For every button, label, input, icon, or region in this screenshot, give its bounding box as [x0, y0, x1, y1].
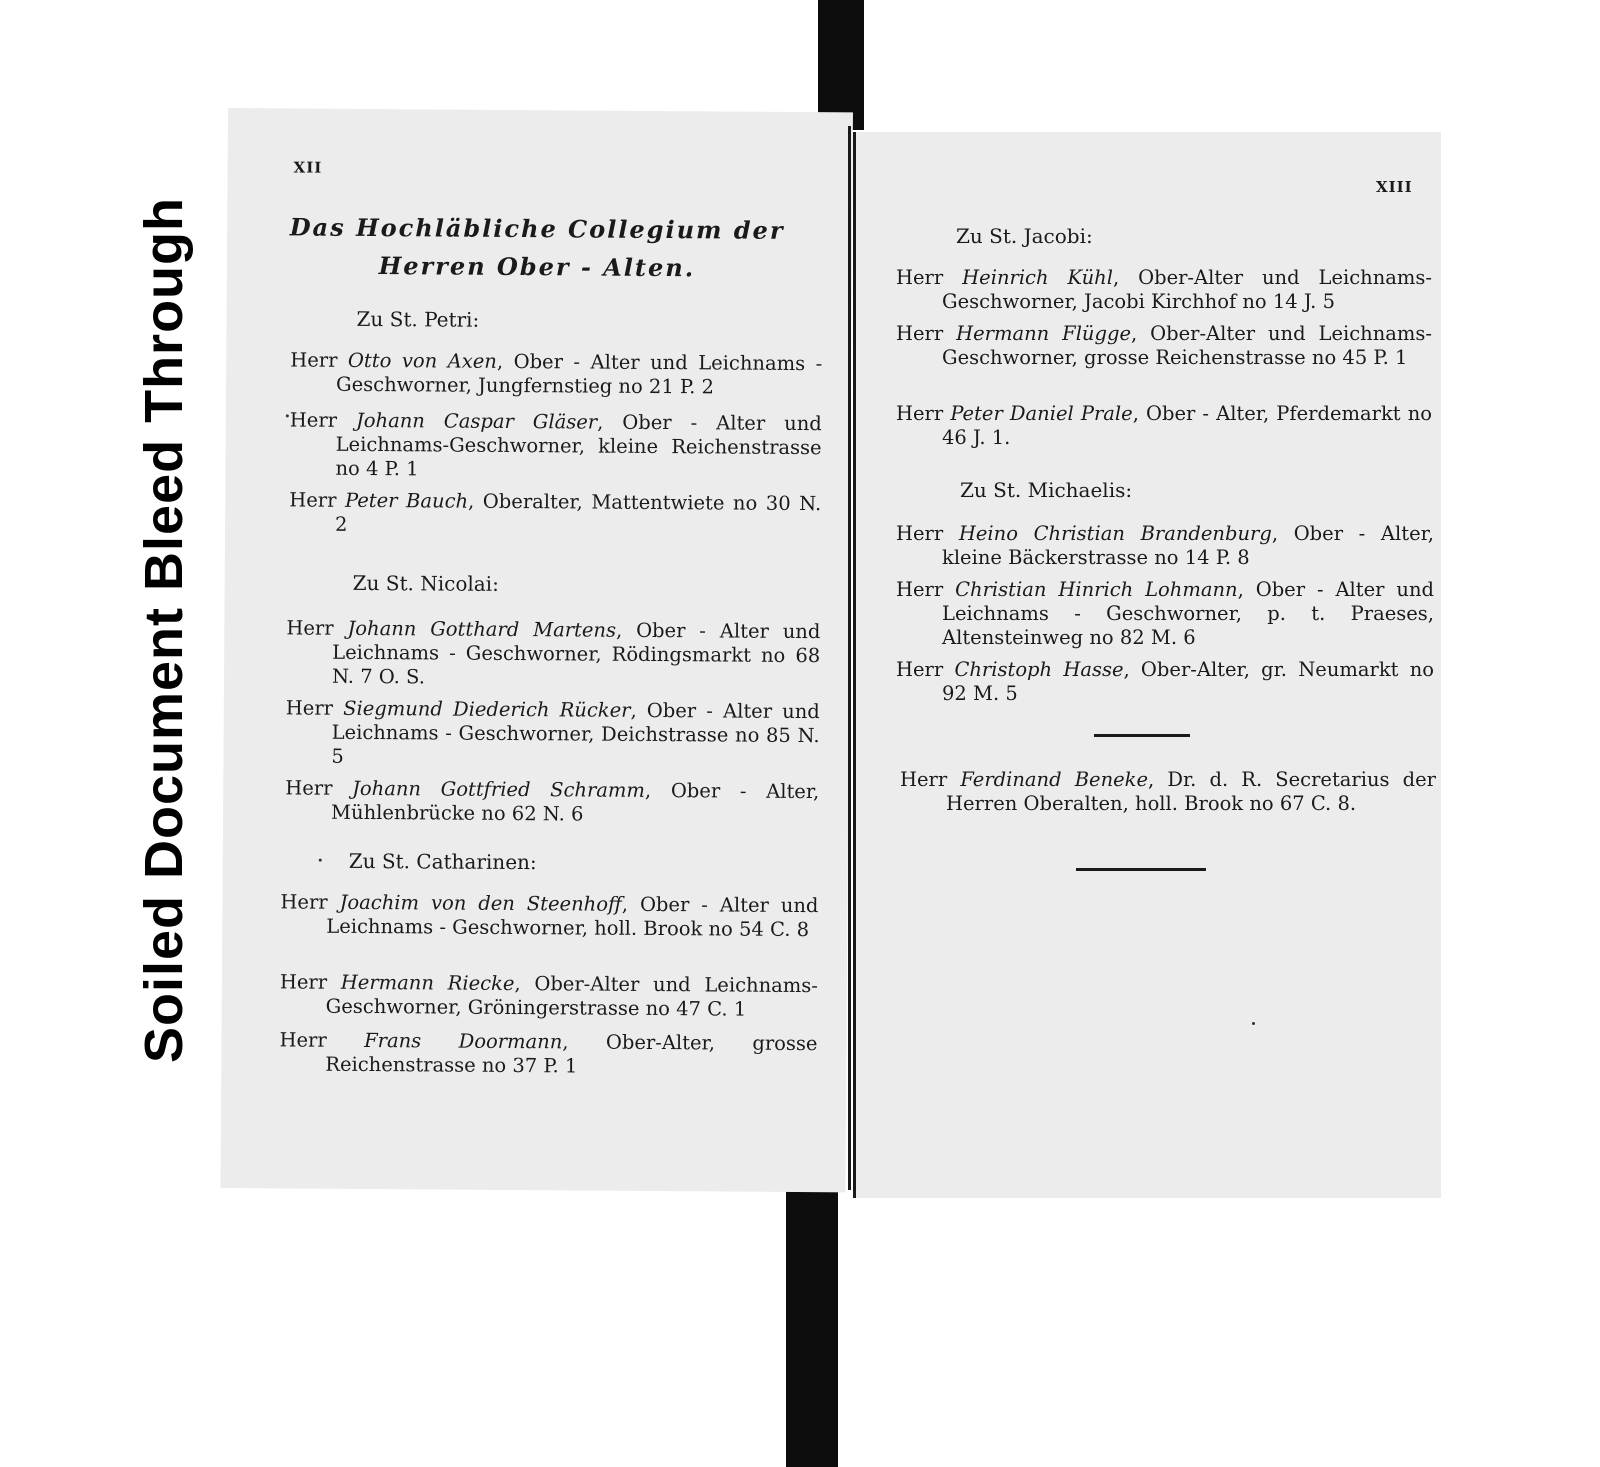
entry-name: Christoph Hasse — [954, 658, 1124, 681]
entry-details: , Ober - Alter und Leichnams - Geschworner, Deichstrasse no 85 N. 5 — [331, 698, 820, 768]
entry-details: , Ober - Alter und Leichnams - Geschworner, Jungfernstieg no 21 P. 2 — [335, 349, 823, 399]
page-title-line-1: Das Hochläbliche Collegium der — [289, 212, 785, 245]
left-page — [220, 108, 853, 1192]
right-page — [853, 132, 1441, 1198]
entry-name: Hermann Riecke — [340, 970, 515, 996]
section-heading: Zu St. Nicolai: — [352, 570, 499, 596]
ink-speck — [319, 859, 322, 862]
list-item — [896, 322, 1432, 370]
entry-details: , Ober - Alter, Pferdemarkt no 46 J. 1. — [942, 402, 1433, 449]
list-item — [285, 776, 819, 828]
entry-details: , Ober - Alter, kleine Bäckerstrasse no 14 P. 8 — [942, 522, 1435, 569]
entry-details: , Oberalter, Mattentwiete no 30 N. 2 — [335, 489, 822, 536]
page-title-line-2: Herren Ober - Alten. — [378, 251, 696, 283]
stamp-label-area — [128, 140, 200, 1120]
list-item — [285, 696, 819, 772]
entry-name: Johann Gotthard Martens — [347, 616, 617, 642]
ink-speck — [286, 414, 289, 417]
list-item — [896, 658, 1434, 706]
entry-name: Peter Bauch — [344, 488, 469, 513]
list-item — [896, 522, 1434, 570]
entry-prefix: Herr — [285, 696, 334, 720]
entry-details: , Ober - Alter und Leichnams-Geschworner, kleine Reichenstrasse no 4 P. 1 — [335, 410, 822, 481]
entry-prefix: Herr — [896, 658, 944, 681]
entry-details: , Ober - Alter und Leichnams - Geschworner, holl. Brook no 54 C. 8 — [326, 892, 819, 942]
entry-name: Johann Caspar Gläser — [355, 408, 598, 434]
entry-name: Peter Daniel Prale — [950, 402, 1133, 425]
end-rule — [1076, 868, 1206, 871]
entry-name: Johann Gottfried Schramm — [352, 776, 646, 802]
entry-prefix: Herr — [289, 488, 337, 512]
entry-prefix: Herr — [896, 266, 944, 289]
binding-strip-top — [818, 0, 864, 130]
entry-prefix: Herr — [289, 408, 338, 432]
entry-details: , Ober-Alter und Leichnams-Geschworner, grosse Reichenstrasse no 45 P. 1 — [942, 322, 1432, 369]
list-item — [286, 616, 820, 692]
entry-name: Joachim von den Steenhoff — [339, 890, 622, 916]
list-item — [289, 488, 821, 540]
entry-name: Otto von Axen — [347, 348, 497, 373]
entry-prefix: Herr — [896, 322, 944, 345]
entry-details: , Ober - Alter und Leichnams - Geschworner, Rödingsmarkt no 68 N. 7 O. S. — [331, 618, 821, 689]
page-number-left: XII — [293, 158, 323, 177]
entry-details: , Ober - Alter und Leichnams - Geschworner, p. t. Praeses, Altensteinweg no 82 M. 6 — [942, 578, 1434, 649]
list-item — [896, 266, 1432, 314]
list-item — [896, 402, 1432, 450]
entry-details: , Ober-Alter, gr. Neumarkt no 92 M. 5 — [942, 658, 1435, 705]
entry-name: Siegmund Diederich Rücker — [343, 696, 631, 722]
list-item — [279, 1028, 817, 1080]
list-item — [280, 890, 818, 942]
list-item — [289, 408, 821, 484]
secretary-entry — [900, 768, 1436, 816]
entry-details: , Ober-Alter, grosse Reichenstrasse no 37 P. 1 — [325, 1030, 818, 1078]
list-item — [896, 578, 1434, 650]
entry-prefix: Herr — [279, 970, 328, 994]
page-gutter — [848, 126, 851, 1190]
entry-name: Ferdinand Beneke — [960, 768, 1149, 791]
entry-details: , Ober-Alter und Leichnams-Geschworner, Jacobi Kirchhof no 14 J. 5 — [942, 266, 1432, 313]
entry-prefix: Herr — [900, 768, 948, 791]
entry-prefix: Herr — [896, 578, 944, 601]
ink-speck — [1252, 1022, 1255, 1025]
section-heading: Zu St. Jacobi: — [956, 224, 1093, 248]
page-number-right: XIII — [1376, 178, 1413, 196]
list-item — [290, 348, 822, 400]
entry-details: , Dr. d. R. Secretarius der Herren Oberalten, holl. Brook no 67 C. 8. — [946, 768, 1436, 815]
divider-rule — [1094, 734, 1190, 737]
list-item — [280, 970, 818, 1022]
entry-prefix: Herr — [896, 522, 944, 545]
entry-prefix: Herr — [286, 616, 334, 640]
entry-prefix: Herr — [279, 1028, 327, 1052]
entry-name: Heino Christian Brandenburg — [958, 522, 1272, 545]
entry-prefix: Herr — [280, 890, 328, 914]
entry-details: , Ober - Alter, Mühlenbrücke no 62 N. 6 — [331, 778, 820, 826]
section-heading: Zu St. Catharinen: — [348, 848, 537, 875]
entry-name: Frans Doormann — [364, 1028, 563, 1054]
entry-prefix: Herr — [290, 348, 338, 372]
section-heading: Zu St. Petri: — [356, 306, 480, 332]
entry-prefix: Herr — [285, 776, 333, 800]
entry-name: Hermann Flügge — [956, 322, 1131, 345]
entry-name: Christian Hinrich Lohmann — [955, 578, 1238, 601]
entry-prefix: Herr — [896, 402, 944, 425]
stamp-label: Soiled Document Bleed Through — [134, 196, 194, 1064]
entry-details: , Ober-Alter und Leichnams-Geschworner, Gröningerstrasse no 47 C. 1 — [325, 972, 818, 1021]
entry-name: Heinrich Kühl — [962, 266, 1113, 289]
binding-strip-bottom — [786, 1190, 838, 1467]
section-heading: Zu St. Michaelis: — [960, 478, 1133, 502]
